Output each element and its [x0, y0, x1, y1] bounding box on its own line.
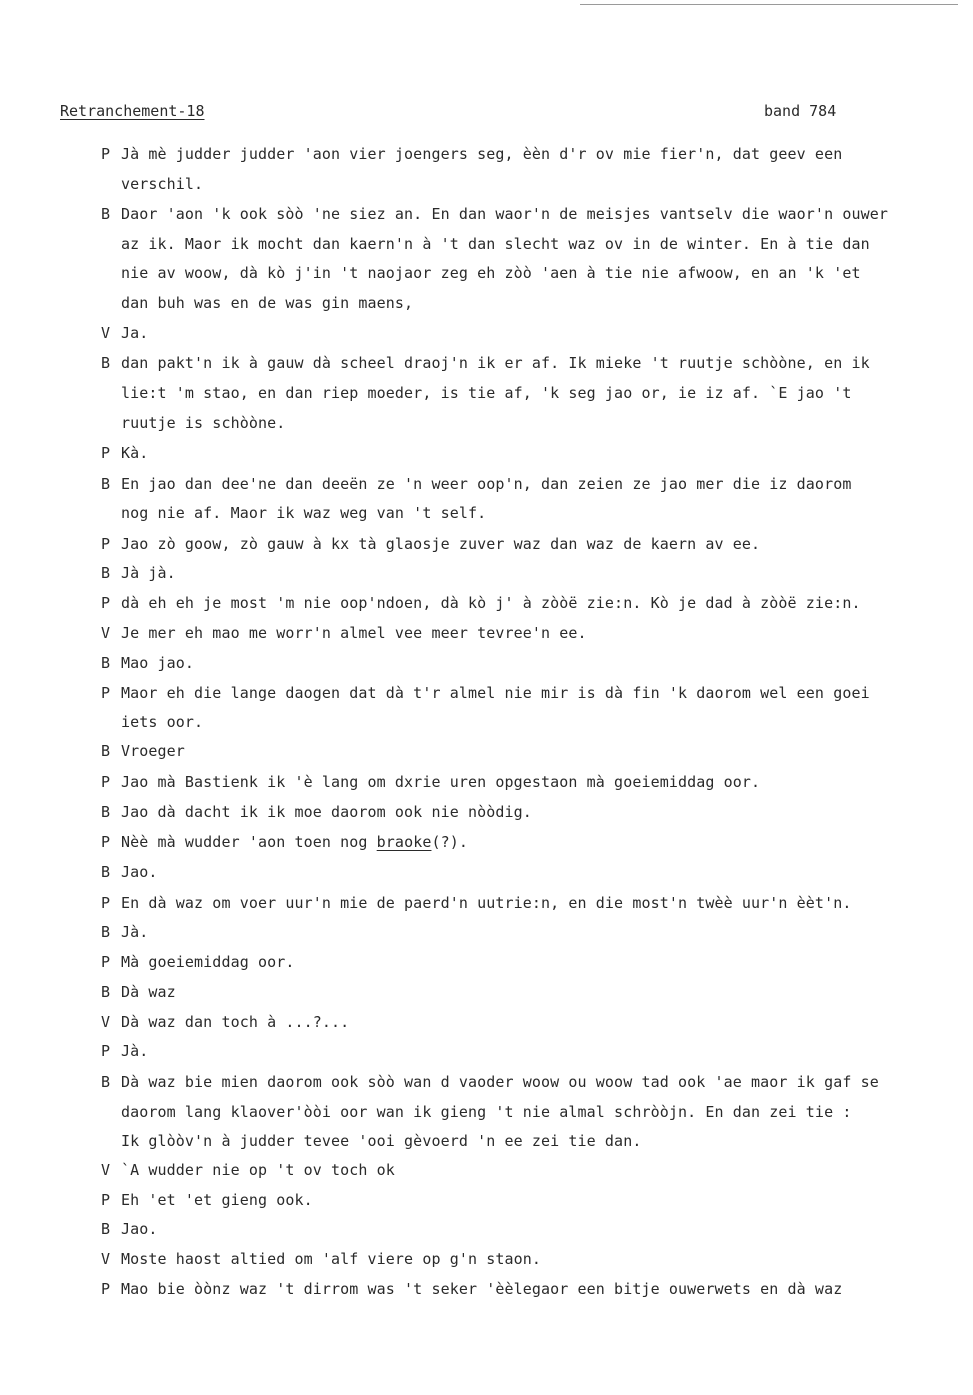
transcript-line	[101, 1220, 158, 1238]
transcript-line	[101, 294, 413, 312]
transcript-line	[101, 654, 194, 672]
speaker-label: P	[101, 535, 111, 553]
transcript-line	[101, 354, 870, 372]
utterance-text: Ja.	[121, 324, 149, 342]
speaker-label: P	[101, 1191, 111, 1209]
utterance-text: Vroeger	[121, 742, 185, 760]
transcript-line	[101, 475, 851, 493]
speaker-label: P	[101, 1280, 111, 1298]
transcript-line	[101, 175, 203, 193]
speaker-label: B	[101, 1220, 111, 1238]
utterance-text: nog nie af. Maor ik waz weg van 't self.	[121, 504, 487, 522]
utterance-text: Jao mà Bastienk ik 'è lang om dxrie uren opgestaon mà goeiemiddag oor.	[121, 773, 761, 791]
speaker-label: P	[101, 773, 111, 791]
utterance-text: En dà waz om voer uur'n mie de paerd'n uutrie:n, en die most'n twèè uur'n èèt'n.	[121, 894, 852, 912]
utterance-text: daorom lang klaover'òòi oor wan ik gieng 't nie almal schròòjn. En dan zei tie :	[121, 1103, 852, 1121]
transcript-line	[101, 1161, 395, 1179]
utterance-text: Jao.	[121, 863, 158, 881]
utterance-text: dan pakt'n ik à gauw dà scheel draoj'n ik er af. Ik mieke 't ruutje schòòne, en ik	[121, 354, 870, 372]
speaker-label: P	[101, 833, 111, 851]
utterance-text: Jao zò goow, zò gauw à kx tà glaosje zuver waz dan waz de kaern av ee.	[121, 535, 761, 553]
transcript-line	[101, 923, 148, 941]
transcript-line	[101, 1250, 541, 1268]
transcript-line	[101, 713, 203, 731]
transcript-line	[101, 624, 587, 642]
transcript-line	[101, 1280, 842, 1298]
speaker-label: P	[101, 1042, 111, 1060]
speaker-label: B	[101, 803, 111, 821]
speaker-label: B	[101, 983, 111, 1001]
transcript-line	[101, 414, 285, 432]
speaker-label: P	[101, 684, 111, 702]
utterance-text: nie av woow, dà kò j'in 't naojaor zeg eh zòò 'aen à tie nie afwoow, en an 'k 'et	[121, 264, 861, 282]
transcript-line	[101, 803, 532, 821]
transcript-line	[101, 1073, 879, 1091]
transcript-line	[101, 1191, 313, 1209]
transcript-line	[101, 773, 760, 791]
utterance-text: Eh 'et 'et gieng ook.	[121, 1191, 313, 1209]
speaker-label: B	[101, 354, 111, 372]
speaker-label: B	[101, 564, 111, 582]
transcript-line	[101, 983, 176, 1001]
utterance-text: Dà waz	[121, 983, 176, 1001]
speaker-label: V	[101, 1161, 111, 1179]
speaker-label: P	[101, 894, 111, 912]
utterance-text: Jà jà.	[121, 564, 176, 582]
utterance-text: Jao dà dacht ik ik moe daorom ook nie nòòdig.	[121, 803, 532, 821]
transcript-line	[101, 145, 842, 163]
speaker-label: P	[101, 953, 111, 971]
speaker-label: V	[101, 624, 111, 642]
speaker-label: B	[101, 742, 111, 760]
utterance-text-after: (?).	[431, 833, 468, 851]
document-title: Retranchement-18	[60, 102, 205, 120]
speaker-label: V	[101, 324, 111, 342]
utterance-text: lie:t 'm stao, en dan riep moeder, is tie af, 'k seg jao or, ie iz af. `E jao 't	[121, 384, 852, 402]
transcript-line	[101, 384, 851, 402]
speaker-label: P	[101, 145, 111, 163]
utterance-text: Nèè mà wudder 'aon toen nog	[121, 833, 377, 851]
transcript-line	[101, 742, 185, 760]
utterance-text: Jà mè judder judder 'aon vier joengers seg, èèn d'r ov mie fier'n, dat geev een	[121, 145, 843, 163]
transcript-line	[101, 1103, 851, 1121]
transcript-line	[101, 894, 851, 912]
transcript-line	[101, 1132, 641, 1150]
speaker-label: B	[101, 205, 111, 223]
utterance-text: `A wudder nie op 't ov toch ok	[121, 1161, 395, 1179]
utterance-text: dà eh eh je most 'm nie oop'ndoen, dà kò j' à zòòë zie:n. Kò je dad à zòòë zie:n.	[121, 594, 861, 612]
speaker-label: P	[101, 594, 111, 612]
transcript-line	[101, 953, 294, 971]
transcript-line	[101, 564, 176, 582]
utterance-text: Mao jao.	[121, 654, 195, 672]
utterance-text: ruutje is schòòne.	[121, 414, 286, 432]
transcript-line	[101, 1013, 349, 1031]
transcript-line	[101, 444, 148, 462]
utterance-text: az ik. Maor ik mocht dan kaern'n à 't dan slecht waz ov in de winter. En à tie dan	[121, 235, 870, 253]
utterance-text: Dà waz bie mien daorom ook sòò wan d vaoder woow ou woow tad ook 'ae maor ik gaf se	[121, 1073, 879, 1091]
utterance-text: Jao.	[121, 1220, 158, 1238]
speaker-label: B	[101, 923, 111, 941]
transcript-line	[101, 504, 486, 522]
utterance-text: iets oor.	[121, 713, 204, 731]
utterance-text: verschil.	[121, 175, 204, 193]
speaker-label: P	[101, 444, 111, 462]
utterance-text: Jà.	[121, 923, 149, 941]
transcript-line	[101, 324, 148, 342]
transcript-line	[101, 535, 760, 553]
utterance-text: Mao bie òònz waz 't dirrom was 't seker 'èèlegaor een bitje ouwerwets en dà waz	[121, 1280, 843, 1298]
speaker-label: B	[101, 863, 111, 881]
utterance-text: Ik glòòv'n à judder tevee 'ooi gèvoerd 'n ee zei tie dan.	[121, 1132, 642, 1150]
speaker-label: B	[101, 475, 111, 493]
utterance-text: Jà.	[121, 1042, 149, 1060]
transcript-line	[101, 684, 870, 702]
speaker-label: B	[101, 1073, 111, 1091]
transcript-line	[101, 1042, 148, 1060]
band-number: band 784	[764, 102, 837, 120]
transcript-line	[101, 863, 158, 881]
utterance-text: Daor 'aon 'k ook sòò 'ne siez an. En dan waor'n de meisjes vantselv die waor'n ouwer	[121, 205, 888, 223]
utterance-text: Maor eh die lange daogen dat dà t'r almel nie mir is dà fin 'k daorom wel een goei	[121, 684, 870, 702]
top-rule	[580, 4, 958, 5]
utterance-text: Kà.	[121, 444, 149, 462]
utterance-text: Mà goeiemiddag oor.	[121, 953, 295, 971]
speaker-label: V	[101, 1250, 111, 1268]
transcript-line	[101, 594, 861, 612]
transcript-line	[101, 833, 468, 851]
transcript-line	[101, 205, 888, 223]
transcript-line	[101, 235, 870, 253]
utterance-text: Moste haost altied om 'alf viere op g'n staon.	[121, 1250, 542, 1268]
utterance-text: dan buh was en de was gin maens,	[121, 294, 414, 312]
transcript-line	[101, 264, 861, 282]
speaker-label: B	[101, 654, 111, 672]
speaker-label: V	[101, 1013, 111, 1031]
utterance-text: Dà waz dan toch à ...?...	[121, 1013, 350, 1031]
underlined-word: braoke	[376, 833, 432, 851]
utterance-text: Je mer eh mao me worr'n almel vee meer tevree'n ee.	[121, 624, 587, 642]
utterance-text: En jao dan dee'ne dan deeën ze 'n weer oop'n, dan zeien ze jao mer die iz daorom	[121, 475, 852, 493]
